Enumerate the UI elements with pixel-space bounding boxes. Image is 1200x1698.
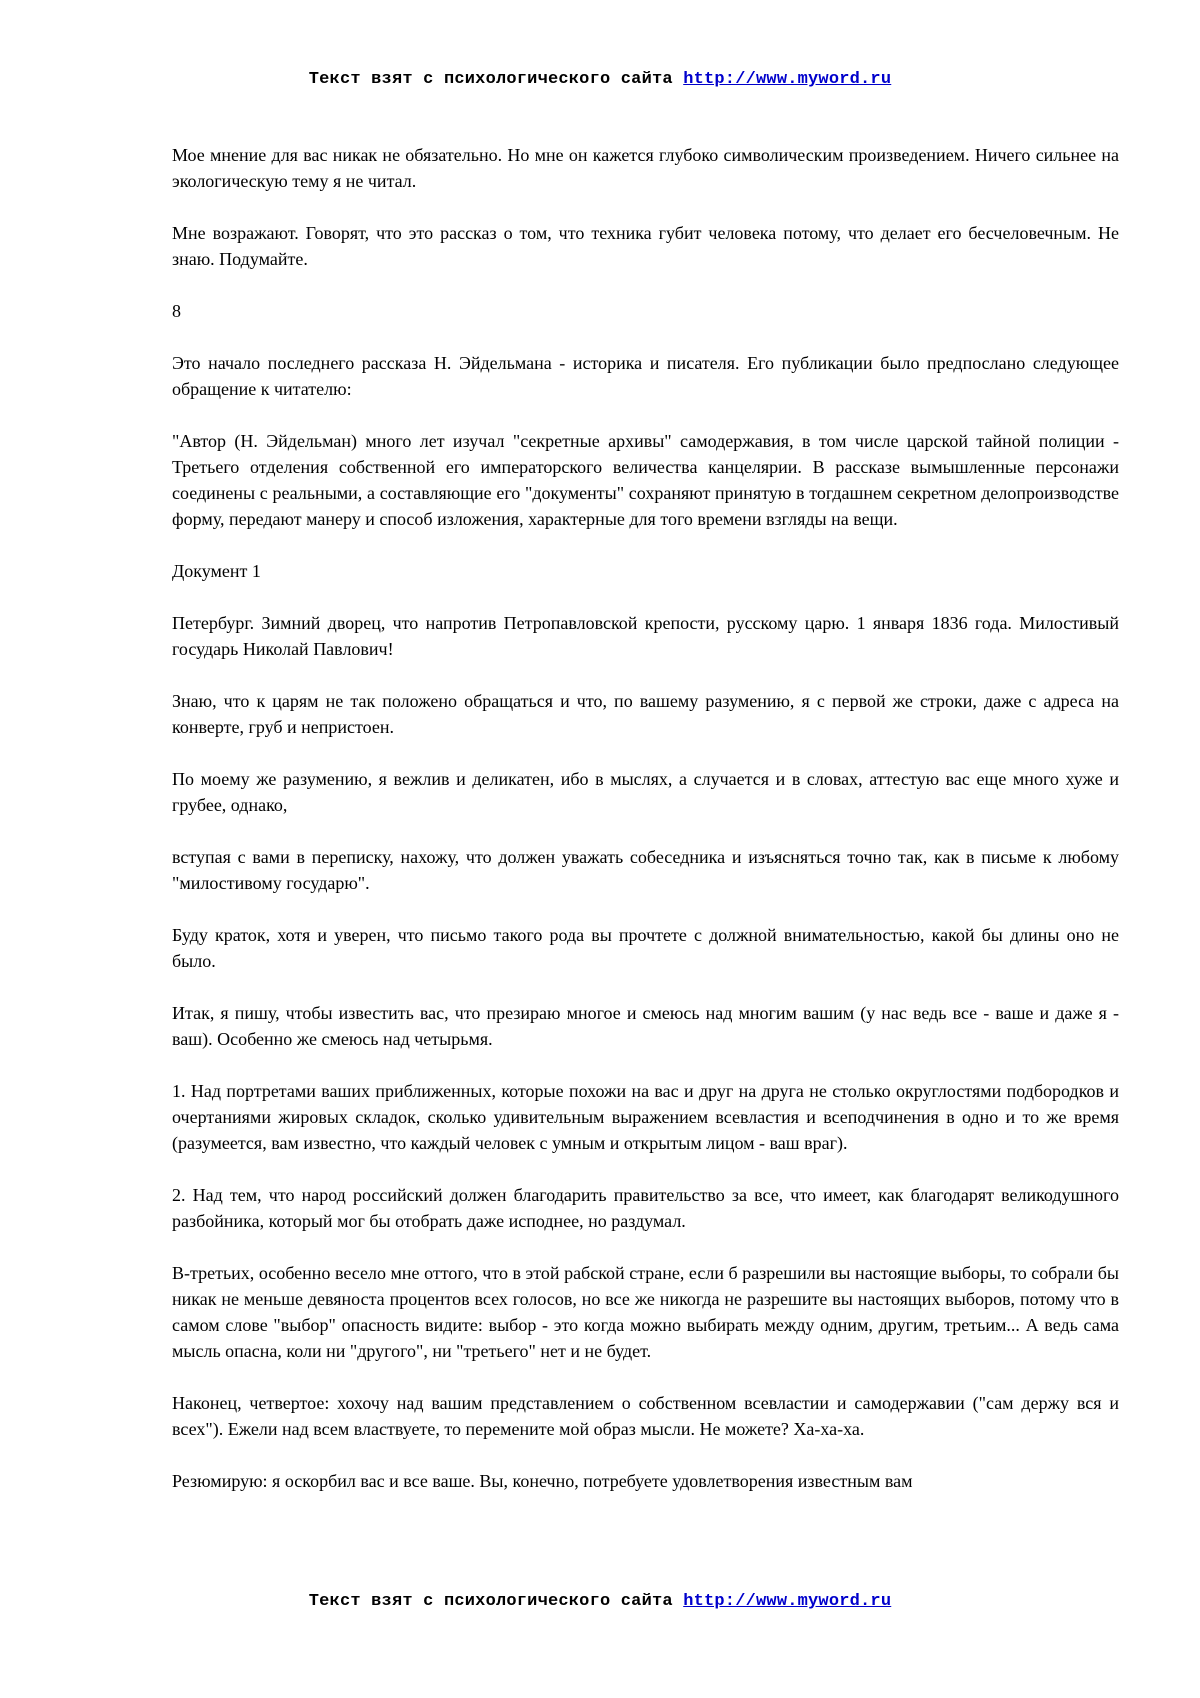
paragraph: Петербург. Зимний дворец, что напротив Петропавловской крепости, русскому царю. 1 января 1836 года. Милостивый государь Николай Павлович! — [172, 613, 1119, 659]
section-number: 8 — [172, 301, 181, 321]
paragraph: По моему же разумению, я вежлив и деликатен, ибо в мыслях, а случается и в словах, аттестую вас еще много хуже и грубее, однако, — [172, 769, 1119, 815]
header-text: Текст взят с психологического сайта — [308, 70, 673, 89]
paragraph: "Автор (Н. Эйдельман) много лет изучал "секретные архивы" самодержавия, в том числе царской тайной полиции - Третьего отделения собственной его императорского величества канцелярии. В рассказе вымышленные персонажи соединены с реальными, а составляющие его "документы" сохраняют принятую в тогдашнем секретном делопроизводстве форму, передают манеру и способ изложения, характерные для того времени взгляды на вещи. — [172, 431, 1119, 529]
page-header — [0, 70, 1200, 89]
paragraph: Это начало последнего рассказа Н. Эйдельмана - историка и писателя. Его публикации было предпослано следующее обращение к читателю: — [172, 353, 1119, 399]
paragraph: Итак, я пишу, чтобы известить вас, что презираю многое и смеюсь над многим вашим (у нас ведь все - ваше и даже я - ваш). Особенно же смеюсь над четырьмя. — [172, 1003, 1119, 1049]
footer-link[interactable]: http://www.myword.ru — [683, 1592, 892, 1611]
paragraph: Буду краток, хотя и уверен, что письмо такого рода вы прочтете с должной внимательностью, какой бы длины оно не было. — [172, 925, 1119, 971]
paragraph: Знаю, что к царям не так положено обращаться и что, по вашему разумению, я с первой же строки, даже с адреса на конверте, груб и непристоен. — [172, 691, 1119, 737]
paragraph: Мне возражают. Говорят, что это рассказ о том, что техника губит человека потому, что делает его бесчеловечным. Не знаю. Подумайте. — [172, 223, 1119, 269]
header-link[interactable]: http://www.myword.ru — [683, 70, 892, 89]
document-body — [172, 142, 1119, 1494]
footer-text: Текст взят с психологического сайта — [308, 1592, 673, 1611]
paragraph: Мое мнение для вас никак не обязательно. Но мне он кажется глубоко символическим произведением. Ничего сильнее на экологическую тему я не читал. — [172, 145, 1119, 191]
paragraph: вступая с вами в переписку, нахожу, что должен уважать собеседника и изъясняться точно так, как в письме к любому "милостивому государю". — [172, 847, 1119, 893]
paragraph: В-третьих, особенно весело мне оттого, что в этой рабской стране, если б разрешили вы настоящие выборы, то собрали бы никак не меньше девяноста процентов всех голосов, но все же никогда не разрешите вы настоящих выборов, потому что в самом слове "выбор" опасность видите: выбор - это когда можно выбирать между одним, другим, третьим... А ведь сама мысль опасна, коли ни "другого", ни "третьего" нет и не будет. — [172, 1263, 1119, 1361]
page-footer — [0, 1592, 1200, 1611]
paragraph: Наконец, четвертое: хохочу над вашим представлением о собственном всевластии и самодержавии ("сам держу вся и всех"). Ежели над всем властвуете, то перемените мой образ мысли. Не можете? Ха-ха-ха. — [172, 1393, 1119, 1439]
paragraph: 2. Над тем, что народ российский должен благодарить правительство за все, что имеет, как благодарят великодушного разбойника, который мог бы отобрать даже исподнее, но раздумал. — [172, 1185, 1119, 1231]
paragraph: Резюмирую: я оскорбил вас и все ваше. Вы, конечно, потребуете удовлетворения известным вам — [172, 1471, 913, 1491]
paragraph: 1. Над портретами ваших приближенных, которые похожи на вас и друг на друга не столько округлостями подбородков и очертаниями жировых складок, сколько удивительным выражением всевластия и всеподчинения в одно и то же время (разумеется, вам известно, что каждый человек с умным и открытым лицом - ваш враг). — [172, 1081, 1119, 1153]
document-heading: Документ 1 — [172, 561, 261, 581]
